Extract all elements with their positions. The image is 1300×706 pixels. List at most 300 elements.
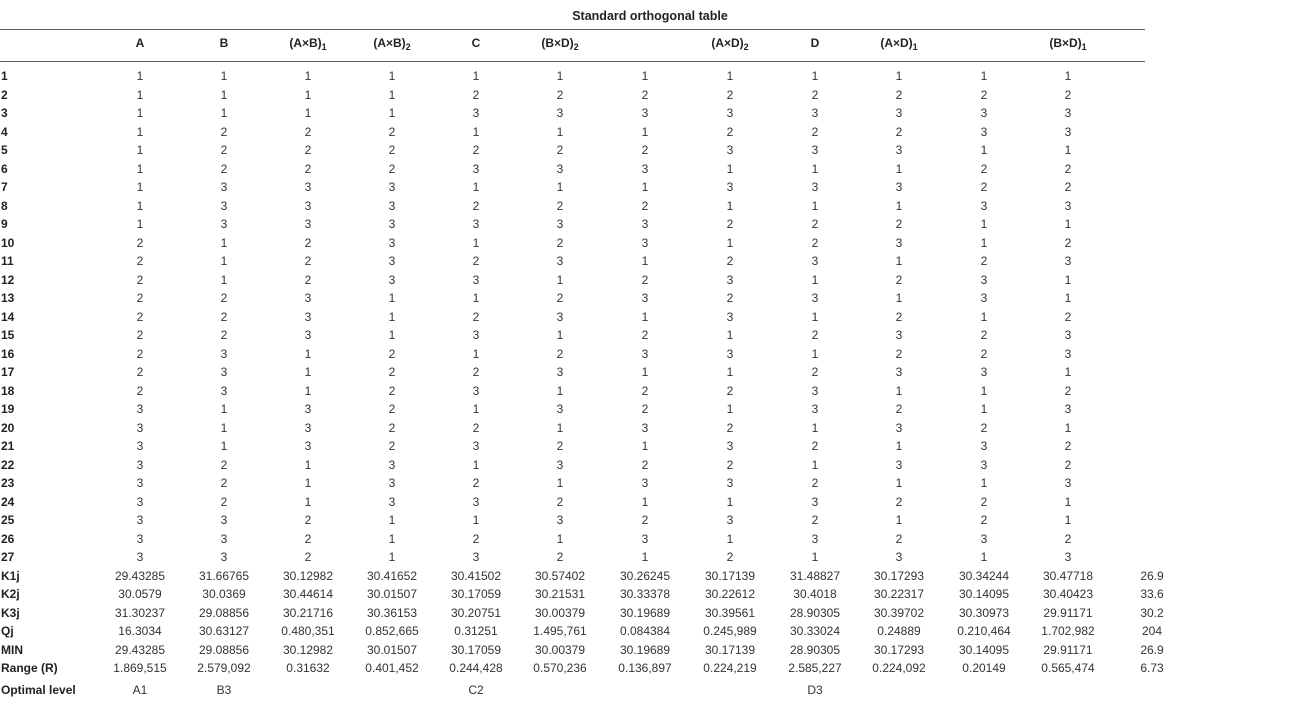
table-cell: 30.17139 — [704, 642, 756, 657]
table-cell: 1 — [641, 550, 649, 564]
table-cell: 2 — [220, 291, 228, 305]
table-cell: 2 — [220, 457, 228, 472]
table-cell: 1 — [388, 328, 396, 342]
table-cell: 30.12982 — [282, 642, 334, 657]
table-cell: 1 — [641, 254, 649, 268]
table-cell: 3 — [388, 494, 396, 509]
table-cell: 1 — [1064, 217, 1072, 231]
table-cell: 2 — [472, 476, 480, 490]
row-label: 6 — [1, 161, 8, 176]
table-cell: 30.40423 — [1042, 587, 1094, 601]
table-cell: 1 — [980, 235, 988, 250]
column-header-subscript: 2 — [743, 42, 749, 52]
table-cell: 3 — [895, 365, 903, 379]
table-cell: 1 — [304, 476, 312, 490]
table-cell: 30.57402 — [534, 568, 586, 583]
table-cell: 30.39561 — [704, 605, 756, 620]
table-cell: 1 — [472, 235, 480, 250]
table-cell: 3 — [895, 550, 903, 564]
table-cell: 3 — [304, 217, 312, 231]
table-cell: 30.2 — [1140, 605, 1164, 620]
table-cell: 1 — [1064, 494, 1072, 509]
table-cell: 1 — [895, 476, 903, 490]
row-label: 18 — [1, 383, 15, 398]
table-cell: 3 — [726, 309, 734, 324]
table-cell: 3 — [726, 439, 734, 453]
table-cell: 29.43285 — [114, 642, 166, 657]
table-cell: 2 — [220, 328, 228, 342]
table-cell: 30.47718 — [1042, 568, 1094, 583]
table-title: Standard orthogonal table — [572, 9, 728, 23]
row-label: 22 — [1, 457, 15, 472]
table-cell: 33.6 — [1140, 587, 1164, 601]
table-cell: 1 — [811, 161, 819, 176]
table-cell: 2 — [556, 439, 564, 453]
table-cell: 3 — [472, 272, 480, 287]
table-cell: 2 — [556, 291, 564, 305]
table-cell: 3 — [641, 346, 649, 361]
table-cell: 2 — [641, 143, 649, 157]
table-cell: 1 — [641, 180, 649, 194]
table-cell: 3 — [980, 291, 988, 305]
table-cell: 1 — [641, 124, 649, 139]
table-cell: 1 — [472, 346, 480, 361]
table-cell: 1 — [641, 494, 649, 509]
table-cell: 2 — [726, 217, 734, 231]
table-cell: 3 — [811, 383, 819, 398]
table-cell: 3 — [220, 217, 228, 231]
table-cell: 0.570,236 — [533, 661, 587, 675]
table-cell: 3 — [472, 439, 480, 453]
table-cell: 1 — [136, 217, 144, 231]
table-cell: 3 — [895, 457, 903, 472]
table-cell: 2 — [472, 309, 480, 324]
table-cell: 3 — [556, 254, 564, 268]
table-cell: 3 — [136, 402, 144, 416]
table-cell: 31.66765 — [198, 568, 250, 583]
table-cell: 30.39702 — [873, 605, 925, 620]
table-cell: 30.63127 — [198, 624, 250, 638]
table-cell: 3 — [1064, 198, 1072, 213]
table-cell: 0.480,351 — [281, 624, 335, 638]
table-cell: 1 — [304, 87, 312, 102]
row-label: K2j — [1, 587, 20, 601]
table-cell: 3 — [304, 198, 312, 213]
table-cell: 2 — [304, 124, 312, 139]
table-cell: 3 — [136, 531, 144, 546]
table-cell: 2 — [895, 272, 903, 287]
table-cell: 1 — [1064, 513, 1072, 527]
table-cell: 3 — [388, 254, 396, 268]
table-cell: 0.565,474 — [1041, 661, 1095, 675]
row-label: 14 — [1, 309, 15, 324]
table-cell: 1 — [726, 531, 734, 546]
table-cell: 2.585,227 — [788, 661, 842, 675]
column-header — [136, 36, 145, 52]
column-header-subscript: 2 — [573, 42, 579, 52]
table-cell: 2 — [388, 420, 396, 435]
row-label: 20 — [1, 420, 15, 435]
row-label: 26 — [1, 531, 15, 546]
table-cell: 2 — [641, 513, 649, 527]
table-cell: 2 — [895, 217, 903, 231]
table-cell: 2 — [980, 87, 988, 102]
table-cell: 0.24889 — [877, 624, 921, 638]
header-rule-bottom — [0, 61, 1145, 62]
table-cell: 3 — [388, 180, 396, 194]
row-label: Qj — [1, 624, 14, 638]
table-cell: 0.224,092 — [872, 661, 926, 675]
table-cell: 28.90305 — [789, 642, 841, 657]
column-header-subscript: 1 — [1081, 42, 1087, 52]
table-cell: 2 — [980, 494, 988, 509]
table-cell: 1.495,761 — [533, 624, 587, 638]
column-header — [220, 36, 229, 52]
table-cell: 3 — [1064, 106, 1072, 120]
optimal-level-cell: D3 — [807, 683, 823, 697]
table-cell: 2 — [726, 254, 734, 268]
table-cell: 2 — [1064, 309, 1072, 324]
table-cell: 2 — [472, 420, 480, 435]
table-cell: 30.14095 — [958, 642, 1010, 657]
table-cell: 3 — [726, 346, 734, 361]
table-cell: 1 — [980, 402, 988, 416]
table-cell: 3 — [220, 383, 228, 398]
table-cell: 3 — [1064, 254, 1072, 268]
table-cell: 3 — [304, 439, 312, 453]
table-cell: 1 — [980, 69, 988, 83]
table-cell: 2 — [388, 439, 396, 453]
row-label: 7 — [1, 180, 8, 194]
table-cell: 0.244,428 — [449, 661, 503, 675]
column-header — [472, 36, 481, 52]
table-cell: 30.22317 — [873, 587, 925, 601]
row-label: 10 — [1, 235, 15, 250]
table-cell: 2 — [304, 513, 312, 527]
table-cell: 3 — [980, 198, 988, 213]
table-cell: 1 — [726, 235, 734, 250]
table-cell: 2 — [895, 124, 903, 139]
column-header — [373, 36, 410, 52]
table-cell: 1 — [726, 328, 734, 342]
table-cell: 1 — [811, 69, 819, 83]
table-cell: 1 — [304, 69, 312, 83]
table-cell: 1 — [388, 291, 396, 305]
table-cell: 3 — [136, 476, 144, 490]
column-header-label: (B×D) — [541, 36, 574, 50]
table-cell: 1 — [556, 180, 564, 194]
table-cell: 2 — [388, 124, 396, 139]
row-label: 13 — [1, 291, 15, 305]
table-cell: 2 — [304, 550, 312, 564]
table-cell: 2 — [726, 420, 734, 435]
table-cell: 1 — [641, 309, 649, 324]
table-cell: 1 — [136, 69, 144, 83]
table-cell: 2 — [726, 87, 734, 102]
table-cell: 2 — [641, 383, 649, 398]
table-cell: 26.9 — [1140, 568, 1164, 583]
table-cell: 2 — [811, 87, 819, 102]
table-cell: 2 — [895, 309, 903, 324]
table-cell: 30.17293 — [873, 642, 925, 657]
table-cell: 29.91171 — [1043, 605, 1093, 620]
table-cell: 2 — [556, 87, 564, 102]
table-cell: 1 — [726, 365, 734, 379]
table-cell: 2 — [472, 365, 480, 379]
column-header-label: (B×D) — [1049, 36, 1082, 50]
table-cell: 1 — [1064, 69, 1072, 83]
table-cell: 2 — [980, 161, 988, 176]
table-cell: 2 — [811, 439, 819, 453]
table-cell: 3 — [220, 180, 228, 194]
row-label: 9 — [1, 217, 8, 231]
table-cell: 30.0369 — [202, 587, 246, 601]
table-cell: 1.702,982 — [1041, 624, 1095, 638]
table-cell: 3 — [726, 143, 734, 157]
table-cell: 1 — [472, 69, 480, 83]
table-cell: 3 — [556, 457, 564, 472]
row-label: Range (R) — [1, 661, 58, 675]
table-cell: 2 — [895, 531, 903, 546]
table-cell: 1 — [811, 420, 819, 435]
table-cell: 2 — [811, 328, 819, 342]
table-cell: 1 — [556, 420, 564, 435]
table-cell: 1 — [220, 106, 228, 120]
table-cell: 3 — [136, 494, 144, 509]
table-cell: 30.33024 — [789, 624, 841, 638]
table-cell: 30.17059 — [450, 642, 502, 657]
column-header-subscript: 1 — [912, 42, 918, 52]
table-cell: 30.30973 — [958, 605, 1010, 620]
table-cell: 3 — [220, 198, 228, 213]
table-cell: 0.084384 — [619, 624, 671, 638]
table-cell: 1 — [556, 383, 564, 398]
table-cell: 30.21531 — [534, 587, 586, 601]
table-cell: 2 — [388, 346, 396, 361]
table-cell: 2 — [641, 457, 649, 472]
table-cell: 1 — [1064, 420, 1072, 435]
row-label: 24 — [1, 494, 15, 509]
optimal-level-label: Optimal level — [1, 683, 76, 697]
column-header-label: D — [810, 36, 820, 50]
table-cell: 2 — [641, 402, 649, 416]
table-cell: 1 — [472, 457, 480, 472]
table-cell: 2 — [556, 198, 564, 213]
optimal-level-cell: B3 — [216, 683, 232, 697]
table-cell: 3 — [641, 235, 649, 250]
table-cell: 3 — [895, 420, 903, 435]
table-cell: 29.08856 — [198, 605, 250, 620]
row-label: 2 — [1, 87, 8, 102]
table-cell: 1 — [811, 272, 819, 287]
table-cell: 2 — [136, 346, 144, 361]
row-label: 27 — [1, 550, 15, 564]
table-cell: 3 — [980, 124, 988, 139]
table-cell: 3 — [556, 309, 564, 324]
table-cell: 1 — [472, 291, 480, 305]
table-cell: 30.17059 — [450, 587, 502, 601]
column-header — [811, 36, 820, 52]
table-cell: 2 — [472, 87, 480, 102]
table-cell: 1 — [220, 254, 228, 268]
column-header-label: C — [471, 36, 481, 50]
table-cell: 3 — [895, 180, 903, 194]
table-cell: 2 — [304, 161, 312, 176]
table-cell: 3 — [556, 161, 564, 176]
table-cell: 30.17139 — [704, 568, 756, 583]
row-label: 15 — [1, 328, 15, 342]
row-label: 3 — [1, 106, 8, 120]
table-cell: 3 — [1064, 476, 1072, 490]
table-cell: 0.31251 — [454, 624, 498, 638]
table-cell: 2 — [1064, 439, 1072, 453]
table-cell: 2 — [472, 254, 480, 268]
table-cell: 3 — [811, 106, 819, 120]
table-cell: 2 — [726, 291, 734, 305]
header-rule-top — [0, 29, 1145, 30]
row-label: 11 — [1, 254, 14, 268]
table-cell: 30.01507 — [366, 642, 418, 657]
table-cell: 1 — [136, 106, 144, 120]
table-cell: 2 — [641, 272, 649, 287]
table-cell: 1 — [388, 87, 396, 102]
table-cell: 1 — [556, 531, 564, 546]
table-cell: 1 — [472, 513, 480, 527]
table-cell: 1 — [304, 494, 312, 509]
table-cell: 3 — [980, 457, 988, 472]
table-cell: 1 — [556, 124, 564, 139]
table-cell: 1.869,515 — [113, 661, 167, 675]
table-cell: 2 — [641, 328, 649, 342]
table-cell: 1 — [895, 513, 903, 527]
table-cell: 2 — [980, 180, 988, 194]
table-cell: 1 — [980, 476, 988, 490]
table-cell: 3 — [136, 550, 144, 564]
table-cell: 3 — [641, 291, 649, 305]
row-label: K1j — [1, 568, 20, 583]
table-cell: 3 — [136, 457, 144, 472]
table-cell: 2 — [472, 531, 480, 546]
table-cell: 2 — [220, 476, 228, 490]
row-label: 21 — [1, 439, 15, 453]
table-cell: 2 — [136, 328, 144, 342]
table-cell: 0.852,665 — [365, 624, 419, 638]
table-cell: 1 — [220, 402, 228, 416]
table-cell: 1 — [641, 365, 649, 379]
table-cell: 1 — [388, 69, 396, 83]
table-cell: 3 — [304, 420, 312, 435]
table-cell: 3 — [726, 272, 734, 287]
table-cell: 1 — [811, 309, 819, 324]
column-header-label: (A×B) — [373, 36, 406, 50]
table-cell: 30.12982 — [282, 568, 334, 583]
row-label: 17 — [1, 365, 15, 379]
table-cell: 3 — [472, 383, 480, 398]
table-cell: 3 — [811, 143, 819, 157]
table-cell: 30.20751 — [450, 605, 502, 620]
table-cell: 2 — [220, 143, 228, 157]
table-cell: 2 — [304, 272, 312, 287]
table-cell: 3 — [641, 106, 649, 120]
table-cell: 3 — [556, 365, 564, 379]
table-cell: 3 — [556, 217, 564, 231]
column-header — [1049, 36, 1086, 52]
column-header — [711, 36, 748, 52]
column-header-subscript: 1 — [321, 42, 327, 52]
table-cell: 3 — [304, 309, 312, 324]
row-label: 5 — [1, 143, 8, 157]
table-cell: 31.30237 — [114, 605, 166, 620]
table-cell: 2 — [220, 161, 228, 176]
table-cell: 3 — [220, 531, 228, 546]
table-cell: 30.26245 — [619, 568, 671, 583]
table-cell: 30.41652 — [366, 568, 418, 583]
row-label: MIN — [1, 642, 23, 657]
table-cell: 28.90305 — [789, 605, 841, 620]
table-cell: 2 — [556, 346, 564, 361]
table-cell: 2 — [895, 402, 903, 416]
table-cell: 3 — [1064, 328, 1072, 342]
table-cell: 30.22612 — [704, 587, 756, 601]
table-cell: 3 — [1064, 124, 1072, 139]
table-cell: 3 — [304, 291, 312, 305]
table-cell: 1 — [136, 143, 144, 157]
table-cell: 3 — [641, 476, 649, 490]
table-cell: 2 — [388, 161, 396, 176]
table-cell: 3 — [304, 180, 312, 194]
table-cell: 1 — [726, 161, 734, 176]
table-cell: 1 — [726, 402, 734, 416]
table-cell: 2 — [980, 420, 988, 435]
table-cell: 1 — [1064, 272, 1072, 287]
row-label: K3j — [1, 605, 20, 620]
table-cell: 1 — [811, 346, 819, 361]
table-cell: 0.31632 — [286, 661, 330, 675]
table-cell: 3 — [472, 161, 480, 176]
table-cell: 2 — [1064, 531, 1072, 546]
table-cell: 2 — [641, 198, 649, 213]
table-cell: 3 — [220, 513, 228, 527]
table-cell: 1 — [895, 198, 903, 213]
table-cell: 1 — [1064, 143, 1072, 157]
table-cell: 1 — [136, 161, 144, 176]
table-cell: 3 — [726, 106, 734, 120]
table-cell: 30.36153 — [366, 605, 418, 620]
table-cell: 3 — [811, 254, 819, 268]
table-cell: 3 — [388, 476, 396, 490]
table-cell: 1 — [388, 513, 396, 527]
table-cell: 3 — [472, 106, 480, 120]
table-cell: 2 — [980, 254, 988, 268]
table-cell: 1 — [304, 346, 312, 361]
table-cell: 2 — [556, 143, 564, 157]
table-cell: 30.0579 — [118, 587, 162, 601]
table-cell: 1 — [220, 439, 228, 453]
table-cell: 1 — [895, 439, 903, 453]
table-cell: 2 — [1064, 457, 1072, 472]
table-cell: 2 — [980, 513, 988, 527]
table-cell: 3 — [1064, 402, 1072, 416]
table-cell: 2 — [726, 550, 734, 564]
table-cell: 0.401,452 — [365, 661, 419, 675]
row-label: 1 — [1, 69, 8, 83]
table-cell: 2 — [556, 235, 564, 250]
table-cell: 6.73 — [1140, 661, 1164, 675]
column-header-label: (A×D) — [880, 36, 913, 50]
table-cell: 2 — [388, 365, 396, 379]
table-cell: 1 — [895, 383, 903, 398]
table-cell: 2 — [472, 143, 480, 157]
